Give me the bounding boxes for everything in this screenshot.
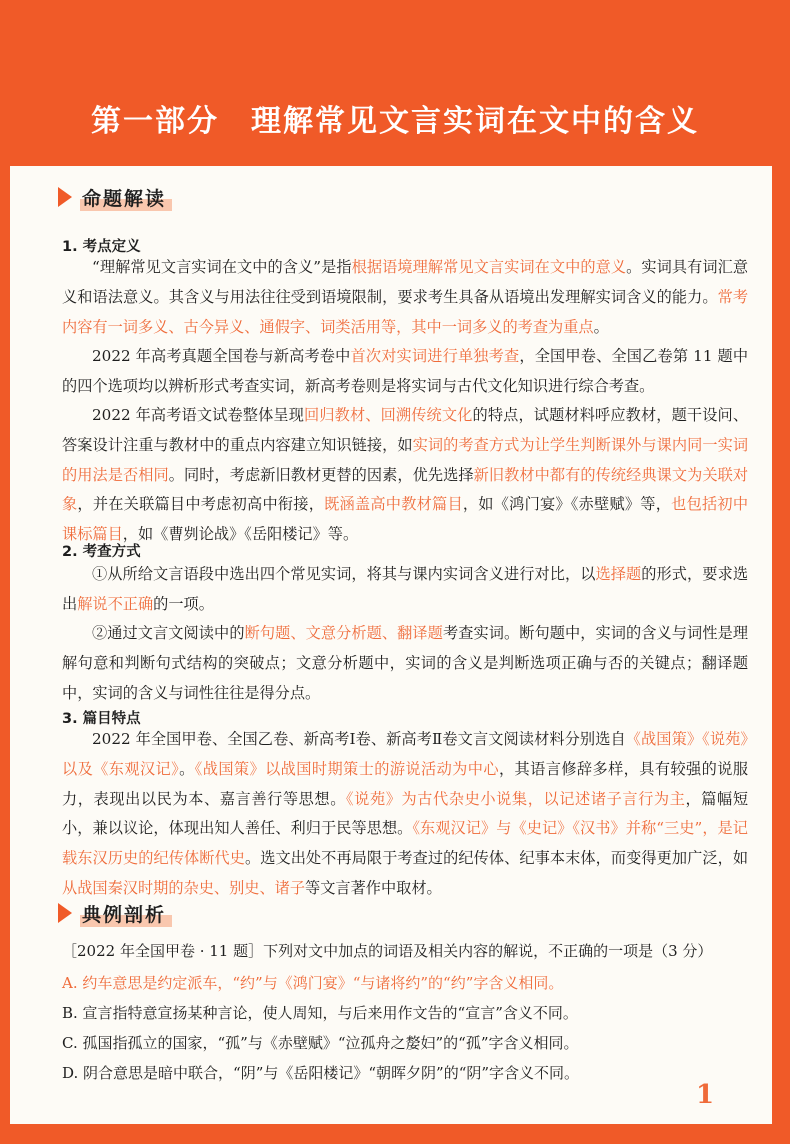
text-run: ①从所给文言语段中选出四个常见实词，将其与课内实词含义进行对比，以 — [92, 565, 596, 583]
section-heading-analysis — [58, 182, 172, 212]
text-run: ，并在关联篇目中考虑初高中衔接， — [77, 495, 325, 514]
question-stem — [62, 940, 712, 961]
text-run: ，全国甲卷、全国乙卷第 11 题中的四个选项均以辨析形式考查实词，新高考卷则是将实词与古代文化知识进行综合考查。 — [62, 347, 749, 395]
text-run: 的一项。 — [153, 594, 214, 613]
section-title: 典例剖析 — [80, 900, 172, 927]
paragraph-method-2 — [62, 619, 748, 708]
highlighted-text: 《战国策》《说苑》以及《东观汉记》 — [62, 730, 748, 778]
paragraph-definition — [62, 253, 748, 342]
highlighted-text: 解说不正确 — [77, 594, 154, 613]
text-run: 的特点，试题材料呼应教材，题干设问、答案设计注重与教材中的重点内容建立知识链接，如 — [62, 406, 749, 454]
section-heading-example — [58, 898, 172, 928]
highlighted-text: 既涵盖高中教材篇目 — [324, 495, 463, 514]
text-run: 考查实词。断句题中，实词的含义与词性是理解句意和判断句式结构的突破点；文意分析题中，实词的含义是判断选项正确与否的关键点；翻译题中，实词的含义与词性往往是得分点。 — [62, 624, 749, 702]
highlighted-text: 常考内容有一词多义、古今异义、通假字、词类活用等，其中一词多义的考查为重点 — [62, 287, 749, 336]
question-source-tag: ［2022 年全国甲卷 · 11 题］ — [62, 942, 264, 960]
highlighted-text: 新旧教材中都有的传统经典课文为关联对象 — [62, 465, 749, 514]
option-c: C. 孤国指孤立的国家，“孤”与《赤壁赋》“泣孤舟之嫠妇”的“孤”字含义相同。 — [62, 1034, 579, 1052]
option-d: D. 阴合意思是暗中联合，“阴”与《岳阳楼记》“朝晖夕阴”的“阴”字含义不同。 — [62, 1064, 580, 1082]
paragraph-method-1 — [62, 560, 748, 620]
page-number: 1 — [696, 1080, 715, 1110]
text-run: 2022 年高考语文试卷整体呈现 — [92, 406, 305, 424]
highlighted-text: 《说苑》为古代杂史小说集，以记述诸子言行为主 — [345, 789, 686, 808]
header-banner — [0, 0, 790, 166]
subheading-definition: 1. 考点定义 — [62, 239, 141, 255]
text-run: 。 — [179, 759, 195, 778]
triangle-marker-icon — [58, 903, 72, 923]
text-run: 等文言著作中取材。 — [305, 878, 442, 897]
text-run: 。实词具有词汇意义和语法意义。其含义与用法往往受到语境限制，要求考生具备从语境出发理解实词含义的能力。 — [62, 258, 749, 306]
text-run: ，如《鸿门宴》《赤壁赋》等， — [462, 495, 672, 514]
highlighted-text: 回归教材、回溯传统文化 — [304, 406, 473, 424]
text-run: 。选文出处不再局限于考查过的纪传体、纪事本末体，而变得更加广泛，如 — [244, 849, 749, 868]
text-run: 。同时，考虑新旧教材更替的因素，优先选择 — [168, 465, 474, 484]
option-b: B. 宣言指特意宣扬某种言论，使人周知，与后来用作文告的“宣言”含义不同。 — [62, 1004, 578, 1022]
highlighted-text: 《东观汉记》与《史记》《汉书》并称“三史”，是记载东汉历史的纪传体断代史 — [62, 819, 748, 868]
text-run: 2022 年高考真题全国卷与新高考卷中 — [92, 347, 351, 365]
text-run: 。 — [593, 317, 609, 336]
page-title: 第一部分 理解常见文言实词在文中的含义 — [91, 104, 699, 139]
text-run: 2022 年全国甲卷、全国乙卷、新高考Ⅰ卷、新高考Ⅱ卷文言文阅读材料分别选自 — [92, 730, 626, 748]
subheading-texts: 3. 篇目特点 — [62, 711, 141, 727]
page-border-right — [772, 0, 790, 1144]
subheading-method: 2. 考查方式 — [62, 544, 141, 560]
highlighted-text: 根据语境理解常见文言实词在文中的意义 — [351, 258, 627, 276]
paragraph-trend — [62, 401, 748, 550]
section-title: 命题解读 — [80, 184, 172, 211]
option-a: A. 约车意思是约定派车，“约”与《鸿门宴》“与诸将约”的“约”字含义相同。 — [62, 974, 564, 992]
highlighted-text: 《战国策》以战国时期策士的游说活动为中心 — [194, 759, 499, 778]
text-run: 的形式，要求选出 — [62, 565, 749, 613]
highlighted-text: 选择题 — [595, 565, 642, 583]
text-run: ②通过文言文阅读中的 — [92, 624, 245, 642]
paragraph-texts — [62, 725, 748, 904]
text-run: ，如《曹刿论战》《岳阳楼记》等。 — [122, 525, 359, 544]
highlighted-text: 从战国秦汉时期的杂史、别史、诸子 — [62, 878, 305, 897]
highlighted-text: 也包括初中课标篇目 — [62, 495, 749, 544]
page-border-bottom — [0, 1124, 790, 1144]
highlighted-text: 实词的考查方式为让学生判断课外与课内同一实词的用法是否相同 — [62, 435, 749, 484]
text-run: “理解常见文言实词在文中的含义”是指 — [92, 258, 352, 276]
paragraph-exam-2022 — [62, 342, 748, 402]
text-run: ，篇幅短小，兼以议论，体现出知人善任、利归于民等思想。 — [62, 789, 749, 838]
page-border-left — [0, 0, 10, 1144]
text-run: ，其语言修辞多样，具有较强的说服力，表现出以民为本、嘉言善行等思想。 — [62, 759, 749, 808]
highlighted-text: 断句题、文意分析题、翻译题 — [244, 624, 443, 642]
highlighted-text: 首次对实词进行单独考查 — [350, 347, 520, 365]
question-text: 下列对文中加点的词语及相关内容的解说，不正确的一项是（3 分） — [263, 942, 713, 960]
triangle-marker-icon — [58, 187, 72, 207]
